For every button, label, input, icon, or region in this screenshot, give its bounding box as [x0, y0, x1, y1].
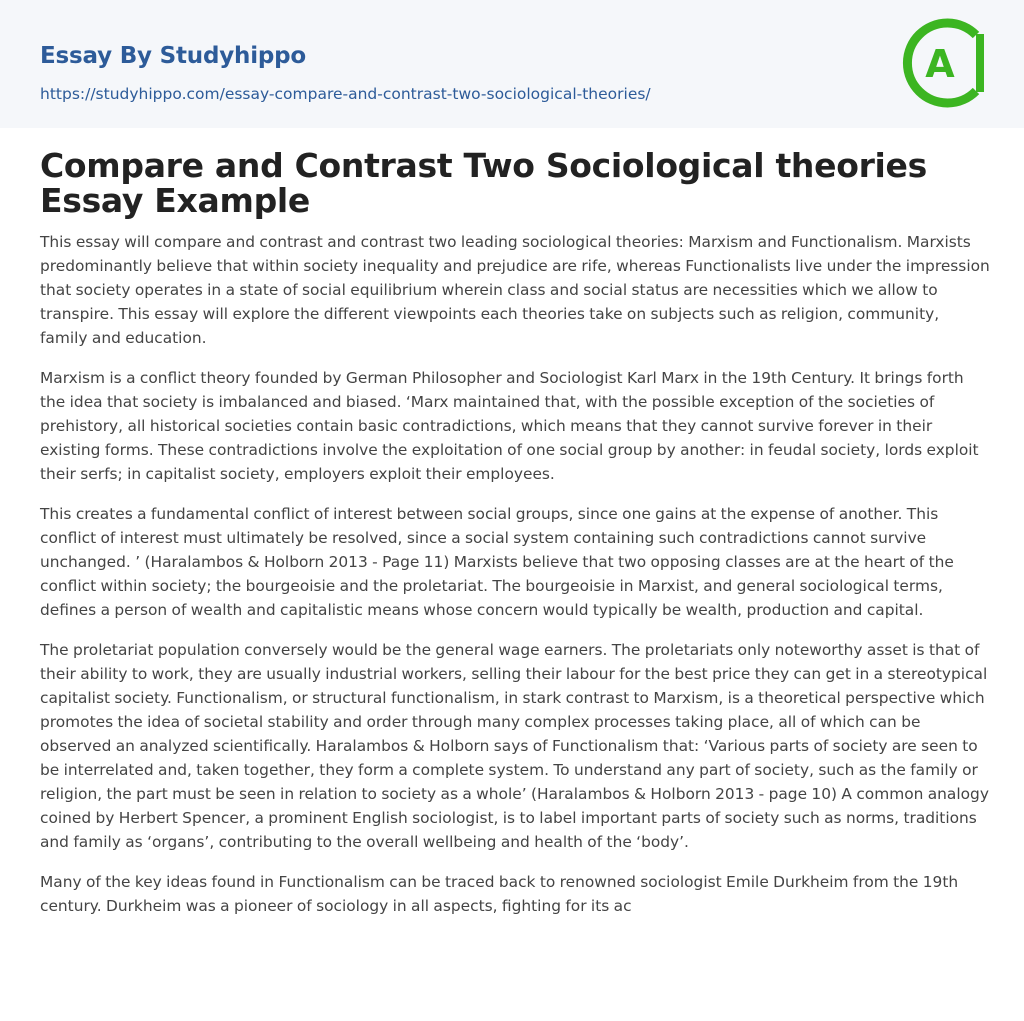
site-header: [0, 0, 1024, 128]
studyhippo-logo-icon[interactable]: [896, 15, 992, 111]
article-paragraph: This creates a fundamental conflict of interest between social groups, since one gains at the expense of another. This conflict of interest must ultimately be resolved, since a social system containing such contradictions cannot survive unchanged. ’ (Haralambos & Holborn 2013 - Page 11) Marxists believe that two opposing classes are at the heart of the conflict within society; the bourgeoisie and the proletariat. The bourgeoisie in Marxist, and general sociological terms, defines a person of wealth and capitalistic means whose concern would typically be wealth, production and capital.: [40, 505, 954, 619]
essay-url-link[interactable]: https://studyhippo.com/essay-compare-and-contrast-two-sociological-theories/: [40, 85, 651, 103]
article: [40, 148, 990, 934]
article-paragraph: Many of the key ideas found in Functionalism can be traced back to renowned sociologist Emile Durkheim from the 19th century. Durkheim was a pioneer of sociology in all aspects, fighting for its ac: [40, 873, 959, 915]
article-paragraph: This essay will compare and contrast and contrast two leading sociological theories: Marxism and Functionalism. Marxists predominantly believe that within society inequality and prejudice are rife, whereas Functionalists live under the impression that society operates in a state of social equilibrium wherein class and social status are necessities which we allow to transpire. This essay will explore the different viewpoints each theories take on subjects such as religion, community, family and education.: [40, 233, 990, 347]
article-paragraph: Marxism is a conflict theory founded by German Philosopher and Sociologist Karl Marx in the 19th Century. It brings forth the idea that society is imbalanced and biased. ‘Marx maintained that, with the possible exception of the societies of prehistory, all historical societies contain basic contradictions, which means that they cannot survive forever in their existing forms. These contradictions involve the exploitation of one social group by another: in feudal society, lords exploit their serfs; in capitalist society, employers exploit their employees.: [40, 369, 979, 483]
page-title: Compare and Contrast Two Sociological theories Essay Example: [40, 146, 927, 220]
article-paragraph: The proletariat population conversely would be the general wage earners. The proletariats only noteworthy asset is that of their ability to work, they are usually industrial workers, selling their labour for the best price they can get in a stereotypical capitalist society. Functionalism, or structural functionalism, in stark contrast to Marxism, is a theoretical perspective which promotes the idea of societal stability and order through many complex processes taking place, all of which can be observed an analyzed scientifically. Haralambos & Holborn says of Functionalism that: ‘Various parts of society are seen to be interrelated and, taken together, they form a complete system. To understand any part of society, such as the family or religion, the part must be seen in relation to society as a whole’ (Haralambos & Holborn 2013 - page 10) A common analogy coined by Herbert Spencer, a prominent English sociologist, is to label important parts of society such as norms, traditions and family as ‘organs’, contributing to the overall wellbeing and health of the ‘body’.: [40, 641, 989, 851]
site-title[interactable]: Essay By Studyhippo: [40, 43, 307, 69]
logo-letter: A: [925, 42, 955, 86]
